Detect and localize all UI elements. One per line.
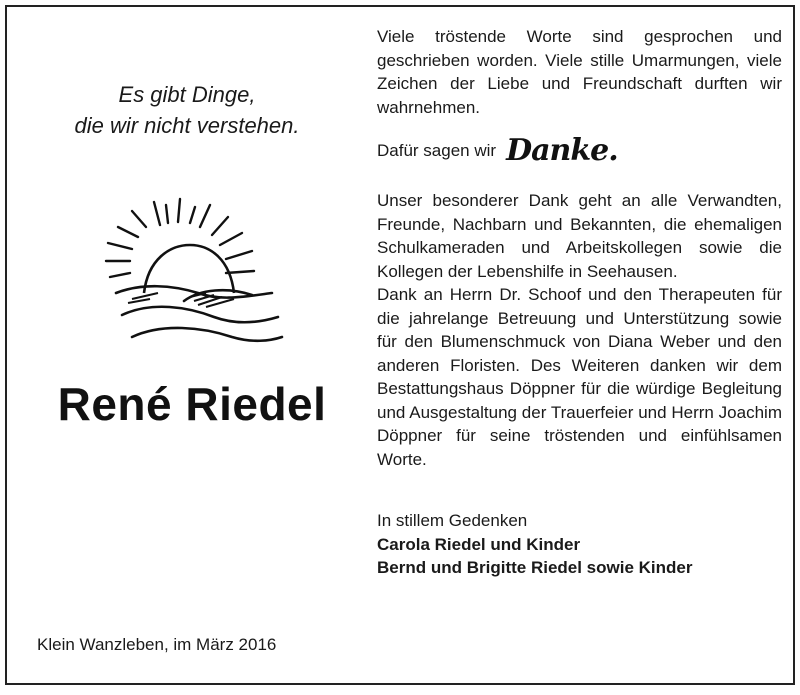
sun-rays <box>106 199 254 277</box>
signer-2: Bernd und Brigitte Riedel sowie Kinder <box>377 558 693 577</box>
deceased-name: René Riedel <box>57 378 327 430</box>
right-column <box>377 25 782 580</box>
closing-block <box>377 509 782 580</box>
hill-hatching <box>128 293 234 307</box>
thanks-paragraph-2: Dank an Herrn Dr. Schoof und den Therapeuten für die jahrelange Betreuung und Unterstützung sowie für den Blumenschmuck von Diana Weber und den anderen Floristen. Des Weiteren danken wir dem Bestattungshaus Döppner für die würdige Begleitung und Ausgestaltung der Trauerfeier und Herrn Joachim Döppner für seine tröstenden und einfühlsamen Worte. <box>377 285 782 469</box>
sunset-hills-illustration <box>102 197 292 357</box>
motto-line-2: die wir nicht verstehen. <box>74 113 300 138</box>
intro-paragraph: Viele tröstende Worte sind gesprochen und geschrieben worden. Viele stille Umarmungen, viele Zeichen der Liebe und Freundschaft durften wir wahrnehmen. <box>377 27 782 117</box>
motto-line-1: Es gibt Dinge, <box>118 82 256 107</box>
closing-phrase: In stillem Gedenken <box>377 511 528 530</box>
obituary-card <box>5 5 795 685</box>
signer-1: Carola Riedel und Kinder <box>377 534 581 554</box>
thanks-paragraph-1: Unser besonderer Dank geht an alle Verwandten, Freunde, Nachbarn und Bekannten, die ehemaligen Schulkameraden und Arbeitskollegen sowie die Kollegen der Lebenshilfe in Seehausen. <box>377 191 782 281</box>
danke-word: Danke. <box>506 133 618 169</box>
thanks-line <box>377 131 782 171</box>
place-and-date: Klein Wanzleben, im März 2016 <box>37 635 277 654</box>
thanks-prefix: Dafür sagen wir <box>377 141 497 161</box>
motto <box>17 79 357 141</box>
left-column <box>7 7 357 683</box>
